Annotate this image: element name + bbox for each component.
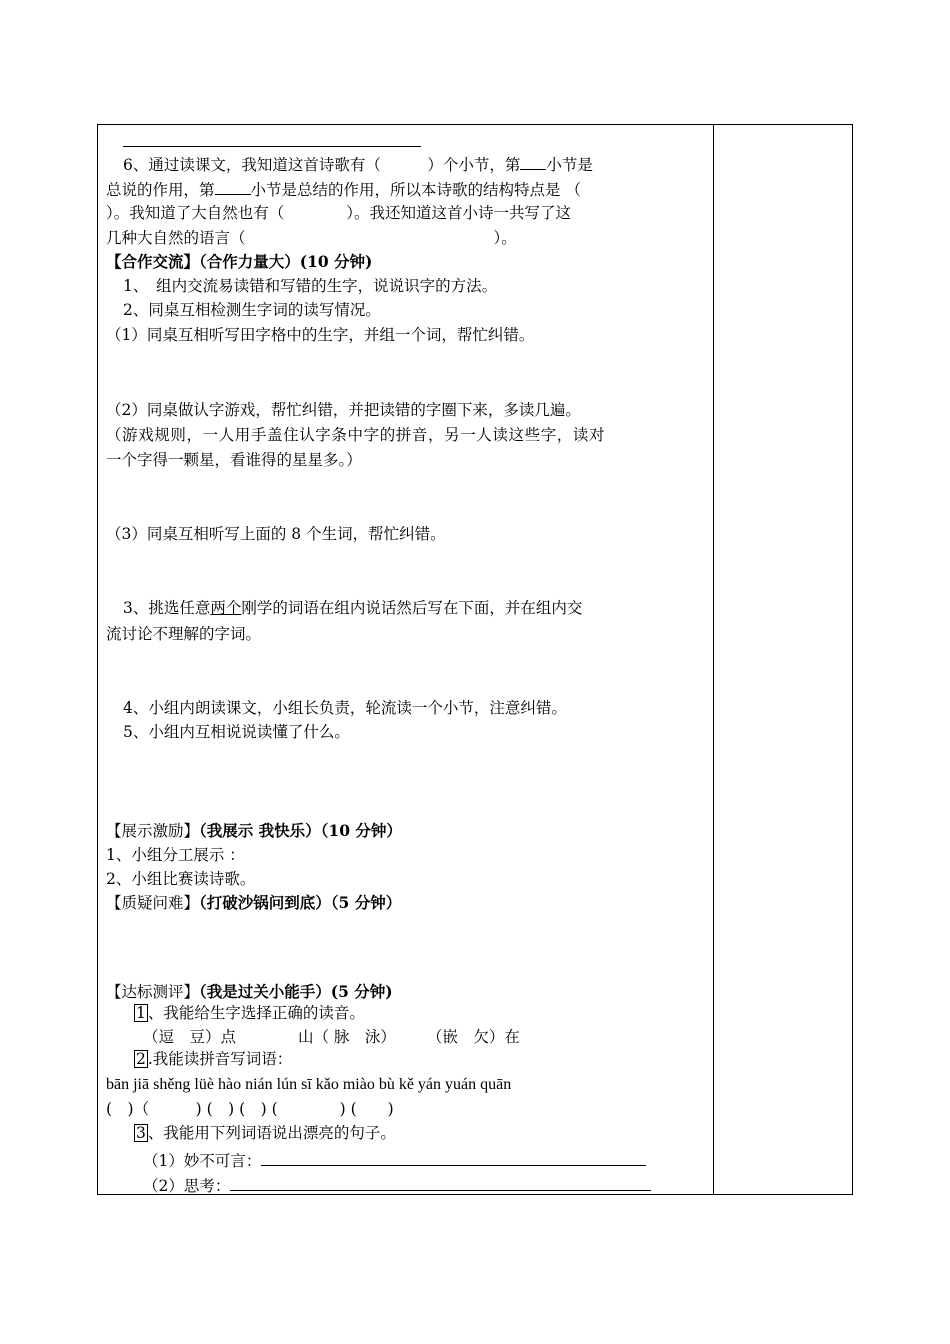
test-heading-a: 【达标测评】	[106, 983, 200, 1001]
q6-line-2	[106, 178, 581, 200]
answer-line	[123, 146, 421, 147]
coop-item-3-b: 刚学的词语在组内说话然后写在下面，并在组内交	[241, 599, 583, 617]
sentence-2	[143, 1174, 651, 1196]
blank	[215, 178, 251, 195]
coop-item-4: 4、小组内朗读课文，小组长负责，轮流读一个小节，注意纠错。	[123, 699, 567, 717]
doubt-heading-b: （打破沙锅问到底）（5 分钟）	[199, 893, 402, 912]
section-heading-test	[106, 982, 393, 1002]
q2-number-box: 2	[136, 1050, 146, 1068]
q6-text-1: 6、通过读课文，我知道这首诗歌有（ ）个小节，第	[123, 156, 521, 174]
sentence-1	[143, 1149, 646, 1171]
q3-text: 、我能用下列词语说出漂亮的句子。	[147, 1124, 396, 1142]
q6-text-2a: 总说的作用，第	[106, 181, 215, 199]
sentence-2-label: （2）思考：	[143, 1177, 231, 1195]
coop-item-3	[123, 598, 582, 618]
game-rule-1: （游戏规则，一人用手盖住认字条中字的拼音，另一人读这些字，读对	[106, 426, 606, 444]
test-heading-b: （我是过关小能手）(5 分钟)	[199, 982, 393, 1001]
show-item-1: 1、小组分工展示 ：	[106, 846, 245, 864]
coop-item-1: 1、 组内交流易读错和写错的生字，说说识字的方法。	[123, 277, 498, 295]
section-heading-coop: 【合作交流】（合作力量大）(10 分钟)	[106, 252, 373, 271]
coop-item-3-underlined: 两个	[210, 599, 242, 617]
coop-item-2: 2、同桌互相检测生字词的读写情况。	[123, 301, 381, 319]
column-divider	[713, 125, 714, 1194]
sentence-2-line[interactable]	[230, 1174, 651, 1191]
answer-brackets: ( )（ ) ( ) ( ) ( ) ( )	[106, 1100, 394, 1118]
blank	[520, 153, 546, 170]
q6-text-2b: 小节是总结的作用，所以本诗歌的结构特点是 （	[250, 181, 581, 199]
sentence-1-label: （1）妙不可言：	[143, 1152, 262, 1170]
test-q1	[134, 1003, 365, 1023]
game-rule-2: 一个字得一颗星，看谁得的星星多。）	[106, 451, 362, 469]
section-heading-show	[106, 821, 402, 841]
show-heading-b: （我展示 我快乐）（10 分钟）	[199, 821, 402, 840]
q1-text: 、我能给生字选择正确的读音。	[147, 1004, 365, 1022]
show-item-2: 2、小组比赛读诗歌。	[106, 870, 256, 888]
section-heading-doubt	[106, 893, 401, 913]
test-q2	[134, 1049, 292, 1069]
q2-text: .我能读拼音写词语：	[147, 1050, 293, 1068]
q1-number-box: 1	[136, 1004, 146, 1022]
coop-sub-3: （3）同桌互相听写上面的 8 个生词，帮忙纠错。	[106, 525, 446, 543]
test-q3	[134, 1123, 396, 1143]
q6-line-1	[123, 153, 593, 175]
coop-sub-1: （1）同桌互相听写田字格中的生字，并组一个词，帮忙纠错。	[106, 326, 535, 344]
coop-item-5: 5、小组内互相说说读懂了什么。	[123, 723, 350, 741]
show-heading-a: 【展示激励】	[106, 822, 200, 840]
q6-text-1b: 小节是	[546, 156, 593, 174]
q6-line-4: 几种大自然的语言（ ）。	[106, 229, 517, 247]
q3-number-box: 3	[136, 1124, 146, 1142]
coop-item-3-a: 3、挑选任意	[123, 599, 211, 617]
doubt-heading-a: 【质疑问难】	[106, 894, 200, 912]
coop-sub-2: （2）同桌做认字游戏，帮忙纠错，并把读错的字圈下来，多读几遍。	[106, 401, 581, 419]
q6-line-3: ）。我知道了大自然也有（ ）。我还知道这首小诗一共写了这	[106, 204, 572, 222]
pinyin-row: bān jiā shěng lüè hào nián lún sī kǎo miào bù kě yán yuán quān	[106, 1076, 512, 1093]
coop-item-3-c: 流讨论不理解的字词。	[106, 625, 262, 643]
q1-options: （逗 豆）点 山（ 脉 泳） （嵌 欠）在	[143, 1028, 520, 1046]
sentence-1-line[interactable]	[261, 1149, 646, 1166]
